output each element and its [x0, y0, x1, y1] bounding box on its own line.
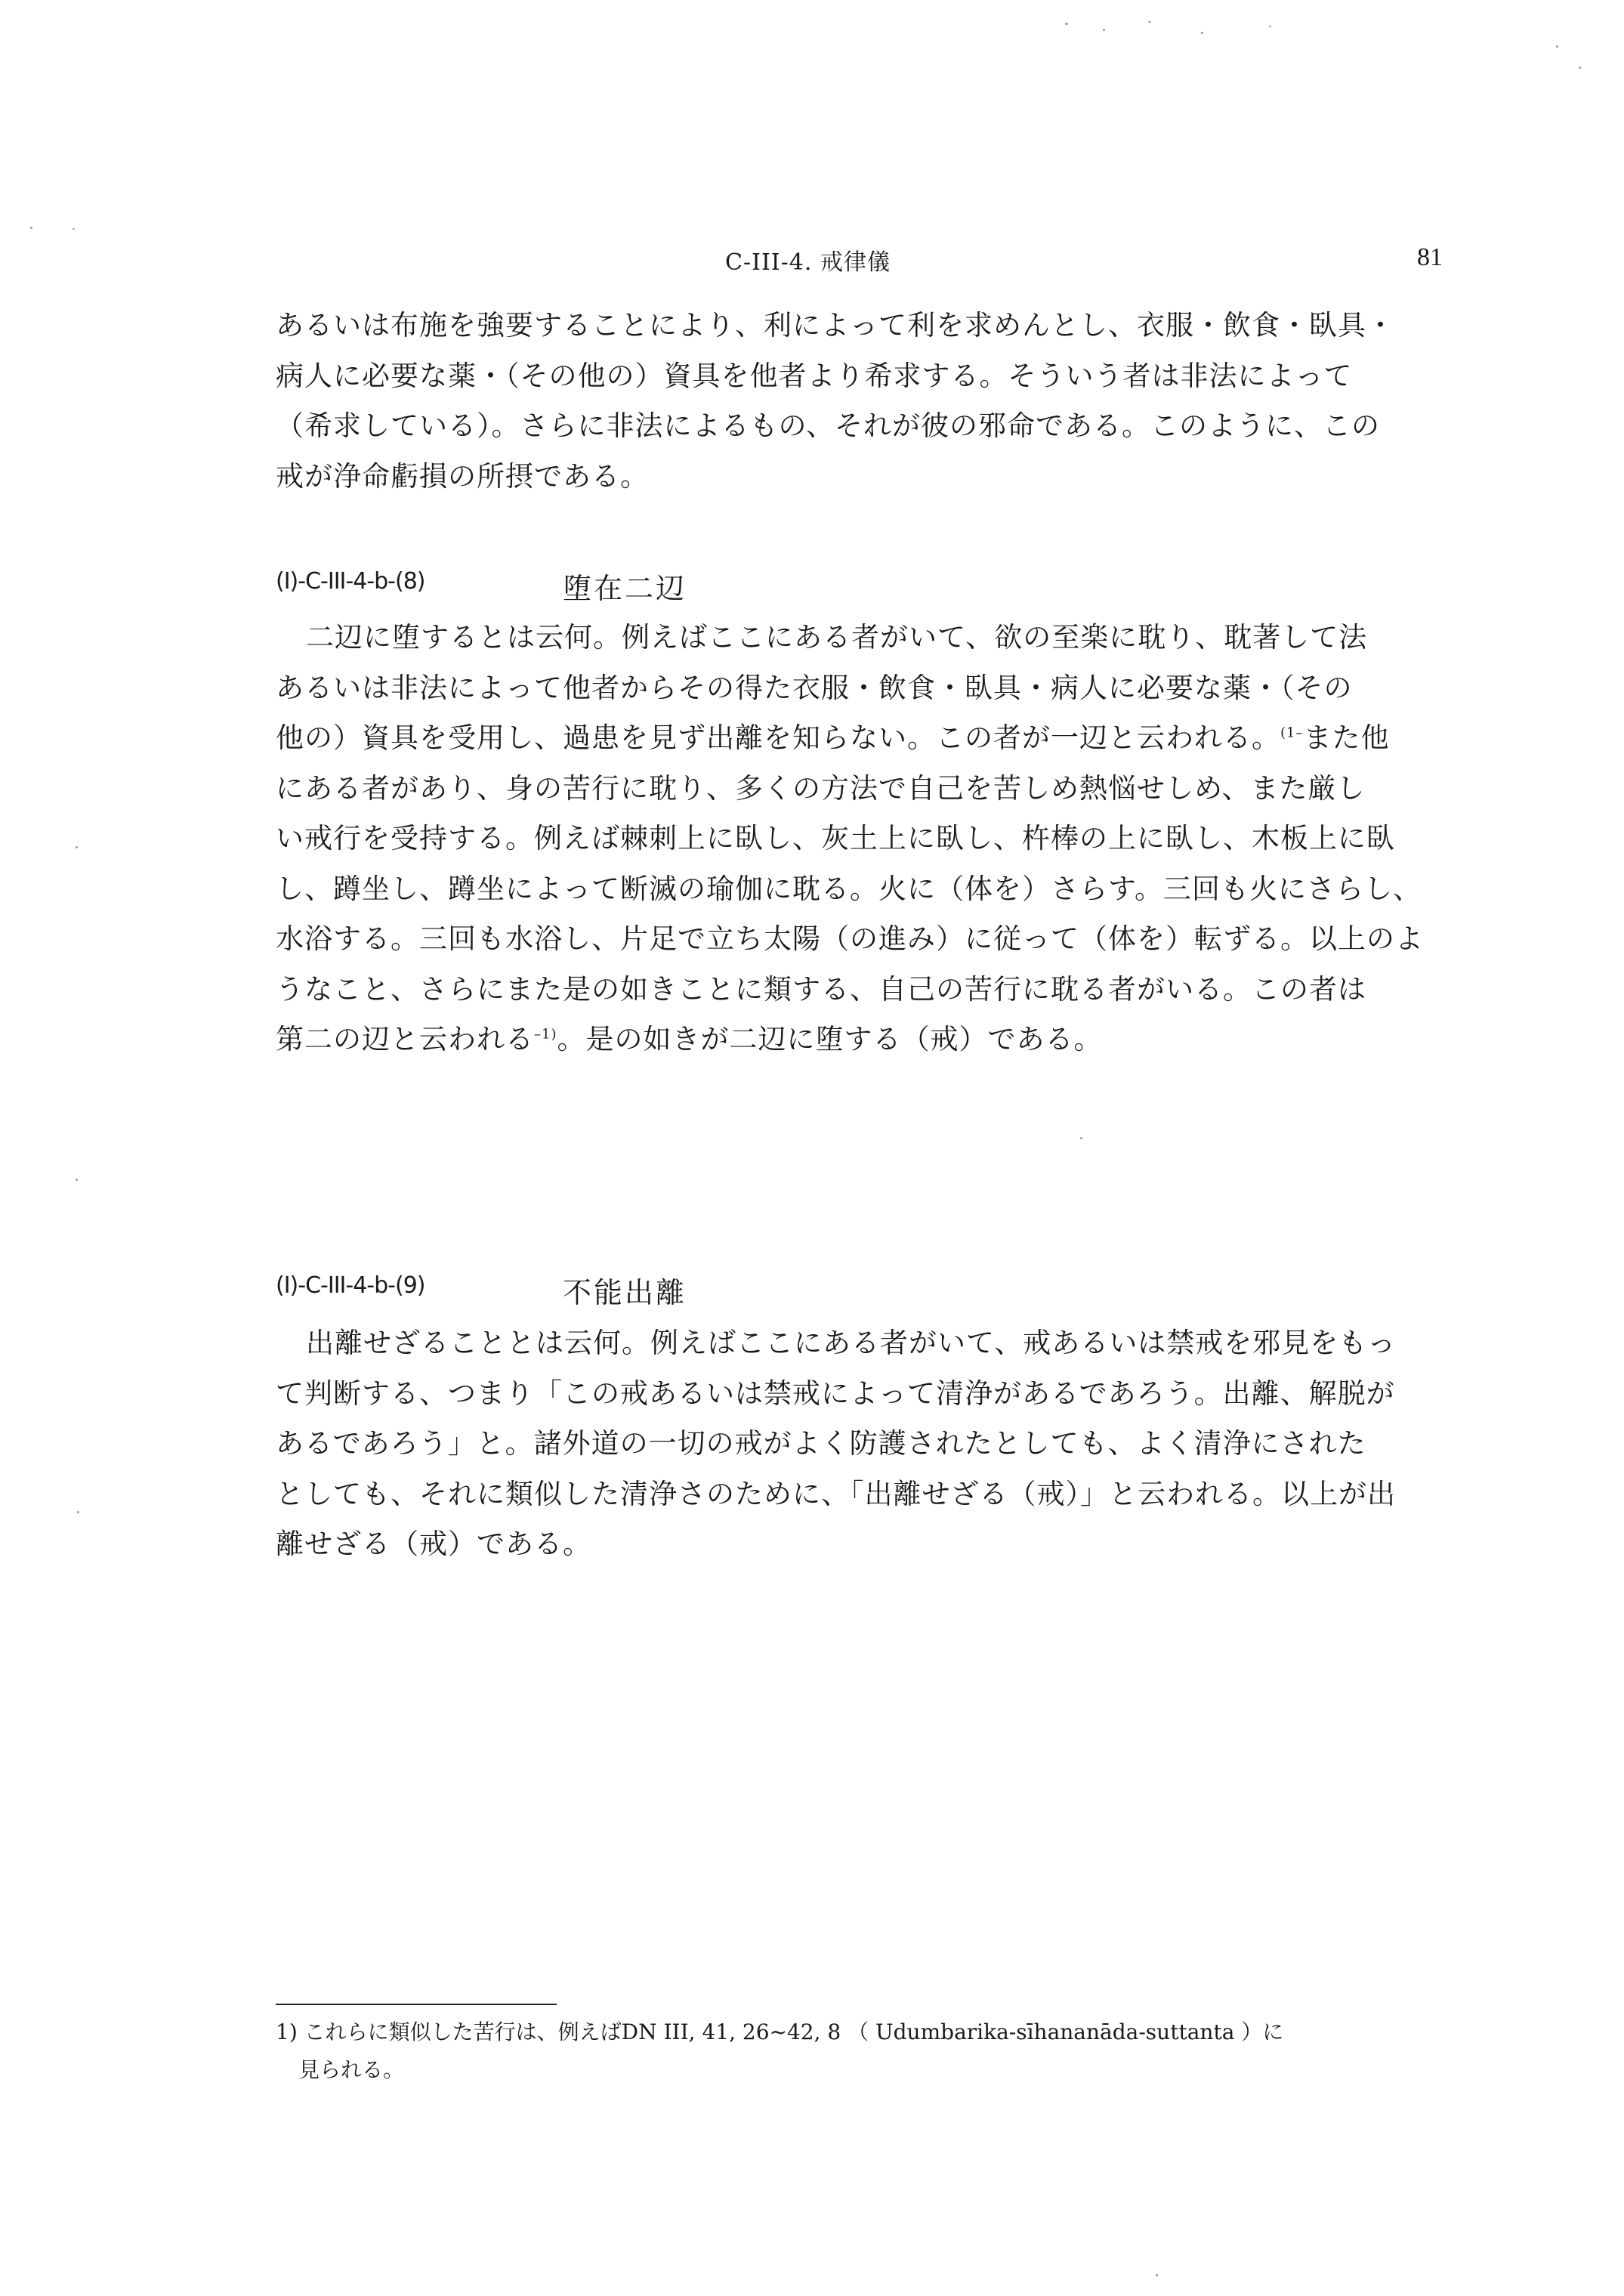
intro-paragraph	[276, 301, 1450, 502]
page-number: 81	[1417, 243, 1443, 271]
text-segment: 他の）資具を受用し、過患を見ず出離を知らない。この者が一辺と云われる。	[276, 722, 1280, 754]
text-line: 戒が浄命虧損の所摂である。	[276, 459, 649, 493]
footnote-line: 1) これらに類似した苦行は、例えばDN III, 41, 26~42, 8 （ Udumbarika-sīhananāda-suttanta ）に	[276, 2019, 1284, 2044]
text-line: し、蹲坐し、蹲坐によって断滅の瑜伽に耽る。火に（体を）さらす。三回も火にさらし、	[276, 872, 1422, 905]
text-line: 出離せざることとは云何。例えばここにある者がいて、戒あるいは禁戒を邪見をもっ	[306, 1327, 1397, 1359]
text-line: 二辺に堕するとは云何。例えばここにある者がいて、欲の至楽に耽り、耽著して法	[306, 621, 1368, 654]
text-line: 離せざる（戒）である。	[276, 1528, 591, 1560]
section-8-body	[276, 613, 1450, 1065]
text-line: としても、それに類似した清浄さのために、「出離せざる（戒）」と云われる。以上が出	[276, 1477, 1396, 1510]
text-line: にある者があり、身の苦行に耽り、多くの方法で自己を苦しめ熱悩せしめ、また厳し	[276, 771, 1366, 805]
scan-speck	[1579, 66, 1581, 69]
text-line: て判断する、つまり「この戒あるいは禁戒によって清浄があるであろう。出離、解脱が	[276, 1377, 1395, 1410]
scan-speck	[73, 228, 75, 230]
section-code: (I)-C-III-4-b-(9)	[276, 1272, 425, 1299]
text-line: （希求している）。さらに非法によるもの、それが彼の邪命である。このように、この	[276, 409, 1381, 442]
text-line	[276, 713, 1450, 764]
scan-speck	[1080, 1137, 1082, 1139]
section-8-heading	[276, 568, 1450, 606]
scan-speck	[76, 1179, 78, 1181]
text-segment: 。是の如きが二辺に堕する（戒）である。	[557, 1023, 1103, 1055]
text-line: あるであろう」と。諸外道の一切の戒がよく防護されたとしても、よく清浄にされた	[276, 1427, 1366, 1460]
footnote-close-marker: –1)	[534, 1026, 557, 1043]
running-title: C-III-4. 戒律儀	[725, 249, 891, 276]
section-code: (I)-C-III-4-b-(8)	[276, 568, 425, 595]
scan-speck	[1269, 26, 1271, 27]
section-9-body	[276, 1318, 1450, 1570]
scan-speck	[1556, 45, 1558, 48]
section-9-heading	[276, 1272, 1450, 1310]
text-segment: また他	[1303, 722, 1390, 754]
text-line: 病人に必要な薬・（その他の）資具を他者より希求する。そういう者は非法によって	[276, 359, 1353, 392]
scan-speck	[1103, 29, 1105, 31]
footnote-line: 見られる。	[298, 2057, 405, 2082]
scan-speck	[30, 227, 32, 229]
text-line	[276, 1015, 1450, 1065]
section-title: 不能出離	[563, 1276, 687, 1309]
scan-speck	[76, 846, 78, 848]
footnote-rule	[276, 2004, 557, 2005]
footnote	[276, 2013, 1454, 2089]
scan-speck	[1065, 23, 1068, 25]
scan-speck	[1156, 2274, 1158, 2276]
page-header	[725, 243, 1443, 281]
text-line: あるいは非法によって他者からその得た衣服・飲食・臥具・病人に必要な薬・（その	[276, 671, 1353, 704]
scan-speck	[1148, 21, 1151, 23]
footnote-open-marker: (1–	[1280, 725, 1304, 741]
text-line: 水浴する。三回も水浴し、片足で立ち太陽（の進み）に従って（体を）転ずる。以上のよ	[276, 922, 1424, 955]
scan-speck	[1201, 32, 1203, 34]
scan-speck	[77, 1511, 79, 1513]
text-line: い戒行を受持する。例えば棘刺上に臥し、灰土上に臥し、杵棒の上に臥し、木板上に臥	[276, 822, 1395, 854]
text-line: あるいは布施を強要することにより、利によって利を求めんとし、衣服・飲食・臥具・	[276, 309, 1395, 341]
section-title: 堕在二辺	[563, 572, 687, 605]
text-line: うなこと、さらにまた是の如きことに類する、自己の苦行に耽る者がいる。この者は	[276, 972, 1366, 1006]
text-segment: 第二の辺と云われる	[276, 1023, 534, 1055]
